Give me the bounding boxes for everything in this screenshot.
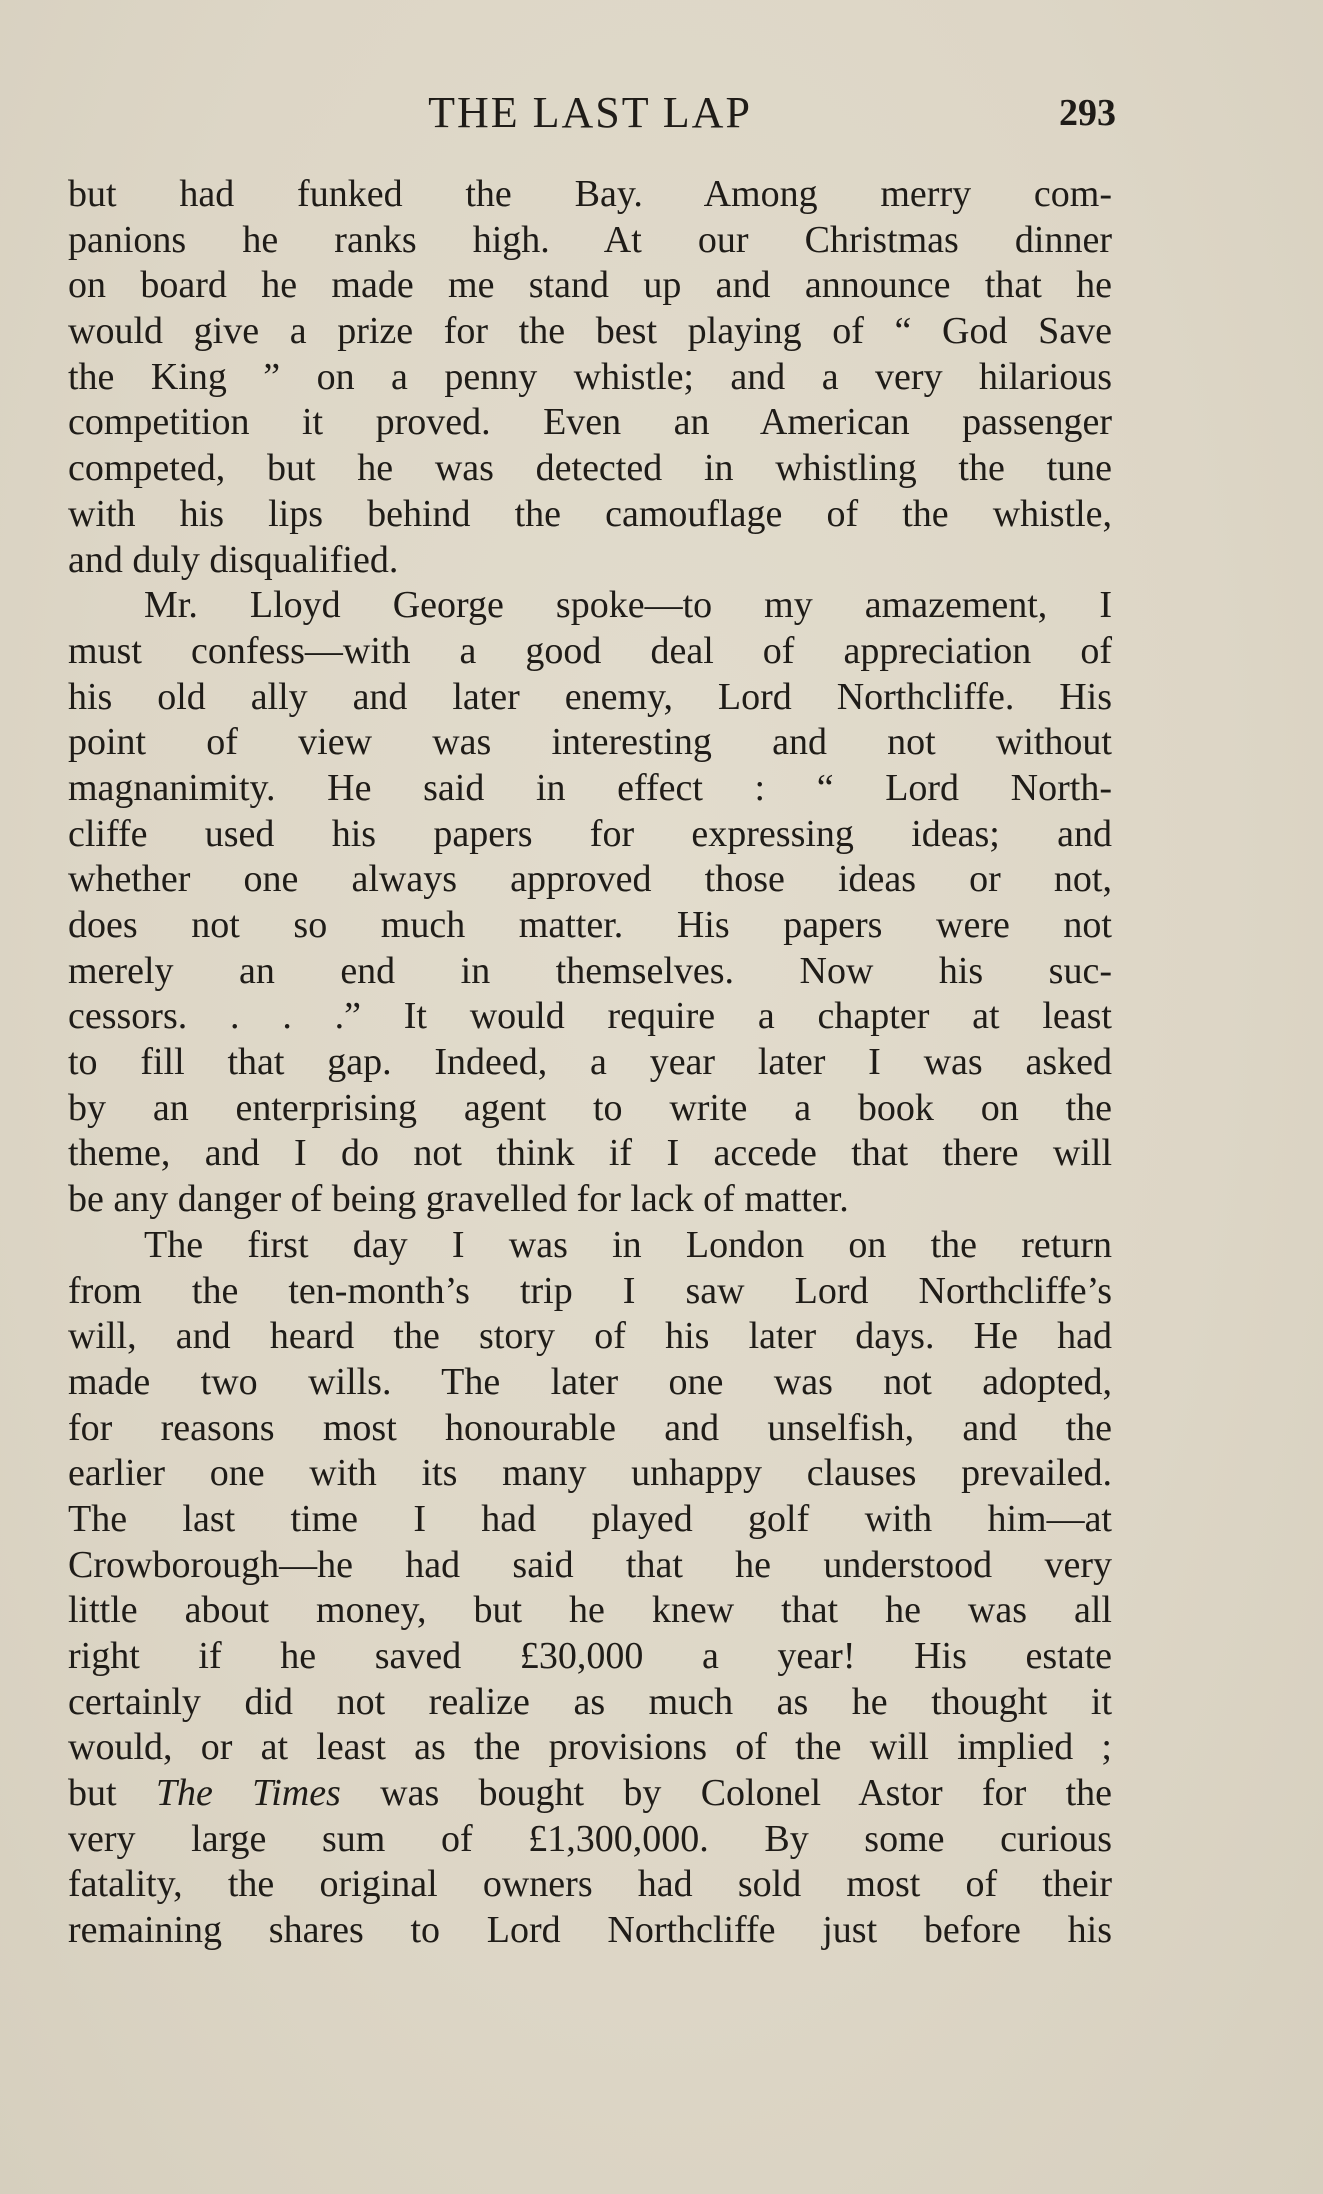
text-line-segment: but bbox=[68, 1772, 156, 1815]
text-line: does not so much matter. His papers were not bbox=[68, 904, 1112, 946]
text-line: panions he ranks high. At our Christmas dinner bbox=[68, 218, 1112, 261]
text-line: remaining shares to Lord Northcliffe just before his bbox=[68, 1909, 1112, 1952]
text-line: certainly did not realize as much as he thought it bbox=[68, 1680, 1112, 1723]
text-line: magnanimity. He said in effect : “ Lord North- bbox=[68, 766, 1112, 809]
text-line: but had funked the Bay. Among merry com- bbox=[68, 173, 1112, 215]
text-line: for reasons most honourable and unselfish, and the bbox=[68, 1406, 1112, 1449]
text-line: little about money, but he knew that he was all bbox=[68, 1589, 1112, 1632]
text-line: must confess—with a good deal of appreciation of bbox=[68, 629, 1112, 672]
running-head bbox=[68, 88, 1116, 138]
text-line: will, and heard the story of his later days. He had bbox=[68, 1315, 1112, 1358]
text-line: earlier one with its many unhappy clauses prevailed. bbox=[68, 1452, 1112, 1495]
text-line: Crowborough—he had said that he understood very bbox=[68, 1543, 1112, 1586]
text-line: and duly disqualified. bbox=[68, 538, 399, 581]
text-line: competed, but he was detected in whistling the tune bbox=[68, 447, 1112, 490]
text-line: made two wills. The later one was not adopted, bbox=[68, 1360, 1112, 1403]
text-line: fatality, the original owners had sold most of their bbox=[68, 1863, 1112, 1906]
text-line: right if he saved £30,000 a year! His estate bbox=[68, 1635, 1112, 1677]
text-line: The first day I was in London on the return bbox=[144, 1223, 1112, 1266]
text-line: competition it proved. Even an American passenger bbox=[68, 401, 1112, 444]
text-line: by an enterprising agent to write a book on the bbox=[68, 1086, 1112, 1129]
text-line: the King ” on a penny whistle; and a very hilarious bbox=[68, 355, 1112, 398]
text-line: Mr. Lloyd George spoke—to my amazement, I bbox=[144, 584, 1112, 627]
running-title: THE LAST LAP bbox=[428, 88, 752, 137]
text-line: theme, and I do not think if I accede that there will bbox=[68, 1132, 1112, 1175]
text-line: from the ten-month’s trip I saw Lord Northcliffe’s bbox=[68, 1269, 1112, 1312]
text-line: with his lips behind the camouflage of the whistle, bbox=[68, 492, 1112, 535]
text-line: be any danger of being gravelled for lack of matter. bbox=[68, 1178, 849, 1221]
newspaper-title: The Times bbox=[155, 1772, 341, 1815]
text-line: on board he made me stand up and announce that he bbox=[68, 264, 1112, 307]
text-line-segment: was bought by Colonel Astor for the bbox=[340, 1772, 1112, 1815]
text-line: cessors. . . .” It would require a chapter at least bbox=[68, 995, 1112, 1038]
text-line: to fill that gap. Indeed, a year later I was asked bbox=[68, 1041, 1112, 1084]
text-line: would give a prize for the best playing of “ God Save bbox=[68, 310, 1112, 353]
body-text bbox=[68, 172, 1112, 1954]
text-line: The last time I had played golf with him—at bbox=[68, 1497, 1112, 1540]
text-line: very large sum of £1,300,000. By some curious bbox=[68, 1817, 1112, 1860]
text-line: point of view was interesting and not without bbox=[68, 721, 1112, 764]
text-line: would, or at least as the provisions of the will implied ; bbox=[68, 1726, 1112, 1769]
text-line bbox=[68, 1771, 1112, 1817]
text-line: whether one always approved those ideas or not, bbox=[68, 858, 1112, 901]
text-line: cliffe used his papers for expressing ideas; and bbox=[68, 812, 1112, 855]
text-line: his old ally and later enemy, Lord Northcliffe. His bbox=[68, 675, 1112, 718]
text-line: merely an end in themselves. Now his suc- bbox=[68, 949, 1112, 992]
page-number: 293 bbox=[1059, 92, 1116, 134]
